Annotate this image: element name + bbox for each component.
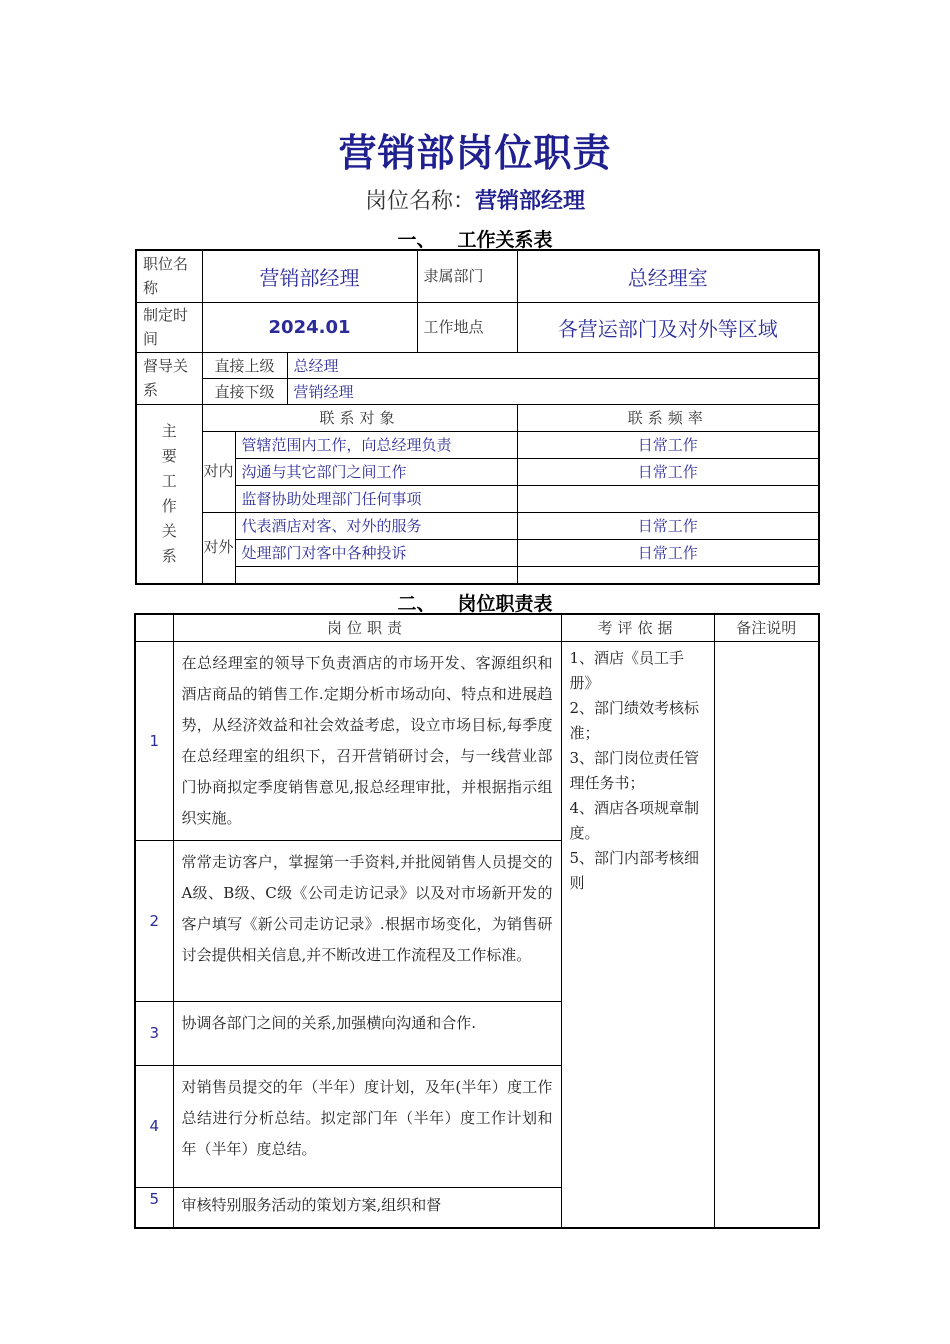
internal-frequency bbox=[517, 485, 819, 512]
duty-text: 审核特别服务活动的策划方案,组织和督 bbox=[173, 1187, 561, 1228]
table-row bbox=[136, 378, 819, 404]
frequency-header: 联系频率 bbox=[517, 404, 819, 431]
criteria-item: 4、酒店各项规章制度。 bbox=[569, 798, 700, 842]
duties-table bbox=[134, 613, 820, 1229]
table-row bbox=[136, 485, 819, 512]
table-row bbox=[136, 250, 819, 302]
position-line bbox=[0, 184, 950, 215]
header-number-cell bbox=[135, 614, 173, 641]
external-contact: 代表酒店对客、对外的服务 bbox=[235, 512, 517, 539]
section2-title: 岗位职责表 bbox=[457, 593, 553, 615]
dept-label: 隶属部门 bbox=[417, 250, 517, 302]
position-value: 营销部经理 bbox=[475, 189, 586, 214]
supervise-label: 督导关系 bbox=[136, 352, 202, 404]
table-row bbox=[136, 512, 819, 539]
position-label: 岗位名称： bbox=[364, 189, 475, 214]
table-row bbox=[136, 539, 819, 566]
duty-number: 3 bbox=[135, 1001, 173, 1065]
duty-text: 在总经理室的领导下负责酒店的市场开发、客源组织和酒店商品的销售工作.定期分析市场动向、特点和进展趋势，从经济效益和社会效益考虑，设立市场目标,每季度在总经理室的组织下，召开营销研讨会，与一线营业部门协商拟定季度销售意见,报总经理审批，并根据指示组织实施。 bbox=[173, 641, 561, 840]
direct-superior-value: 总经理 bbox=[287, 352, 819, 378]
section2-number: 二、 bbox=[397, 593, 436, 615]
internal-contact: 沟通与其它部门之间工作 bbox=[235, 458, 517, 485]
duty-number: 4 bbox=[135, 1065, 173, 1187]
location-label: 工作地点 bbox=[417, 302, 517, 352]
section1-title: 工作关系表 bbox=[457, 229, 553, 251]
duty-text: 协调各部门之间的关系,加强横向沟通和合作. bbox=[173, 1001, 561, 1065]
note-cell bbox=[714, 641, 819, 1228]
internal-contact: 管辖范围内工作，向总经理负责 bbox=[235, 431, 517, 458]
internal-contact: 监督协助处理部门任何事项 bbox=[235, 485, 517, 512]
table-row bbox=[136, 352, 819, 378]
job-title-label: 职位名称 bbox=[136, 250, 202, 302]
job-title-value: 营销部经理 bbox=[202, 250, 417, 302]
direct-subordinate-label: 直接下级 bbox=[202, 378, 287, 404]
internal-frequency: 日常工作 bbox=[517, 431, 819, 458]
internal-label: 对内 bbox=[202, 431, 235, 512]
direct-subordinate-value: 营销经理 bbox=[287, 378, 819, 404]
external-label: 对外 bbox=[202, 512, 235, 584]
table-row bbox=[136, 302, 819, 352]
external-frequency bbox=[517, 566, 819, 584]
duty-number: 1 bbox=[135, 641, 173, 840]
location-value: 各营运部门及对外等区域 bbox=[517, 302, 819, 352]
table-row bbox=[136, 431, 819, 458]
direct-superior-label: 直接上级 bbox=[202, 352, 287, 378]
work-relations-table bbox=[135, 249, 820, 585]
external-frequency: 日常工作 bbox=[517, 512, 819, 539]
section2-heading bbox=[0, 589, 950, 616]
internal-frequency: 日常工作 bbox=[517, 458, 819, 485]
duty-text: 常常走访客户，掌握第一手资料,并批阅销售人员提交的A级、B级、C级《公司走访记录》以及对市场新开发的客户填写《新公司走访记录》.根据市场变化，为销售研讨会提供相关信息,并不断改进工作流程及工作标准。 bbox=[173, 840, 561, 1001]
main-relations-label: 主要工作关系 bbox=[136, 404, 202, 584]
external-contact: 处理部门对客中各种投诉 bbox=[235, 539, 517, 566]
table-row bbox=[135, 641, 819, 840]
duty-number: 2 bbox=[135, 840, 173, 1001]
document-title: 营销部岗位职责 bbox=[338, 131, 612, 175]
criteria-item: 1、酒店《员工手册》 bbox=[569, 648, 685, 692]
dept-value: 总经理室 bbox=[517, 250, 819, 302]
criteria-item: 5、部门内部考核细则 bbox=[569, 848, 700, 892]
criteria-item: 3、部门岗位责任管理任务书； bbox=[569, 748, 700, 792]
section1-heading bbox=[0, 225, 950, 252]
table-row bbox=[135, 614, 819, 641]
section1-number: 一、 bbox=[397, 229, 436, 251]
duty-header: 岗位职责 bbox=[173, 614, 561, 641]
external-contact bbox=[235, 566, 517, 584]
external-frequency: 日常工作 bbox=[517, 539, 819, 566]
table-row bbox=[136, 458, 819, 485]
duty-text: 对销售员提交的年（半年）度计划，及年(半年）度工作总结进行分析总结。拟定部门年（半年）度工作计划和年（半年）度总结。 bbox=[173, 1065, 561, 1187]
criteria-item: 2、部门绩效考核标准； bbox=[569, 698, 700, 742]
criteria-header: 考评依据 bbox=[561, 614, 714, 641]
table-row bbox=[136, 566, 819, 584]
duty-number: 5 bbox=[135, 1187, 173, 1228]
note-header: 备注说明 bbox=[714, 614, 819, 641]
date-value: 2024.01 bbox=[202, 302, 417, 352]
date-label: 制定时间 bbox=[136, 302, 202, 352]
table-row bbox=[136, 404, 819, 431]
criteria-cell bbox=[561, 641, 714, 1228]
contact-header: 联系对象 bbox=[202, 404, 517, 431]
